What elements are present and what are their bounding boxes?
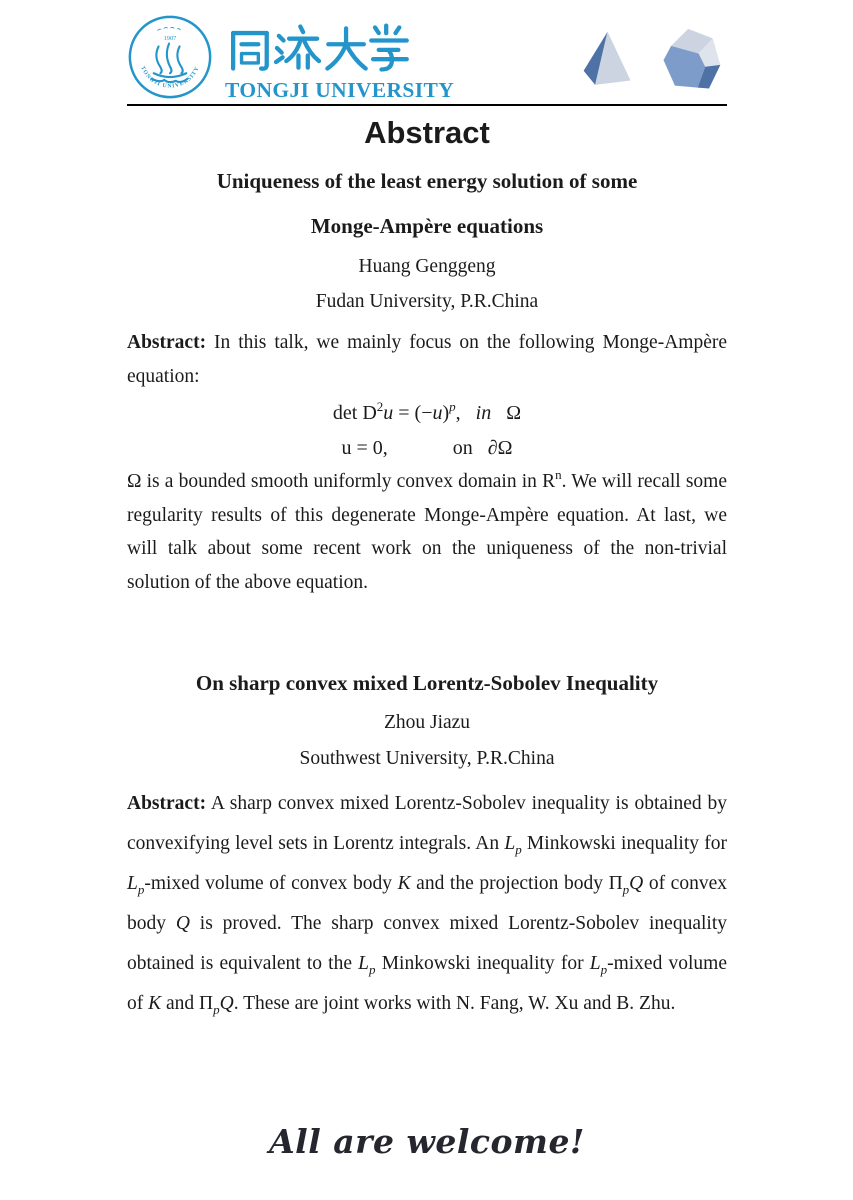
talk-2 [127,670,727,1024]
talk2-abstract-text: A sharp convex mixed Lorentz-Sobolev inequality is obtained by convexifying level sets in Lorentz integrals. An $L_p$ Minkowski inequality for $L_p$-mixed volume of convex body K and the projection body $\Pi_pQ$ of convex body Q is proved. The sharp convex mixed Lorentz-Sobolev inequality obtained is equivalent to the $L_p$ Minkowski inequality for $L_p$-mixed volume of K and $\Pi_pQ$. These are joint works with N. Fang, W. Xu and B. Zhu. [127,793,727,1017]
tetrahedron-icon [573,24,635,98]
talk-1 [127,168,727,599]
talk1-abstract-intro [127,326,727,393]
page-header [127,14,727,100]
talk1-title-line1: Uniqueness of the least energy solution of some [216,169,638,193]
seal-cn-arc: ⌢⌢⌢⌢ [156,24,184,34]
polyhedron-icon [655,24,727,100]
talk2-affiliation: Southwest University, P.R.China [299,748,555,769]
page-title: Abstract [364,115,490,150]
tongji-seal-icon [127,14,213,100]
conference-logos [573,14,727,100]
talk1-abstract-label: Abstract: [127,332,207,353]
talk2-abstract-body [127,784,727,1024]
tongji-university-wordmark: TONGJI UNIVERSITY [225,78,455,102]
tongji-logo [127,14,454,103]
talk1-affiliation: Fudan University, P.R.China [315,291,539,312]
seal-ring-text: TONGJI UNIVERSITY [139,65,201,90]
talk2-speaker: Zhou Jiazu [383,712,471,733]
talk1-abstract-intro-text: In this talk, we mainly focus on the following Monge-Ampère equation: [127,332,727,387]
all-are-welcome-footer: All are welcome! [269,1122,585,1161]
talk1-title-line2: Monge-Ampère equations [310,214,544,238]
equation-2: u = 0, on ∂Ω [341,436,513,459]
svg-text:⌢⌢⌢⌢ [156,24,184,34]
tongji-chinese-characters-icon [225,20,413,76]
talk1-abstract-body: Ω is a bounded smooth uniformly convex domain in $R^n$. We will recall some regularity results of this degenerate Monge-Ampère equation. At last, we will talk about some recent work on the uniqueness of the non-trivial solution of the above equation. [127,467,728,593]
seal-year: 1907 [163,34,177,42]
talk2-abstract-label: Abstract: [127,793,207,814]
talk2-title: On sharp convex mixed Lorentz-Sobolev Inequality [195,671,659,695]
talk1-speaker: Huang Genggeng [358,256,496,277]
talk1-equations [127,396,727,465]
logo-text-block [225,14,454,103]
seal-boat-glyph [152,44,187,82]
equation-1: $\det D^2u = (-u)^p$, in Ω [332,399,522,424]
header-divider [127,104,727,106]
